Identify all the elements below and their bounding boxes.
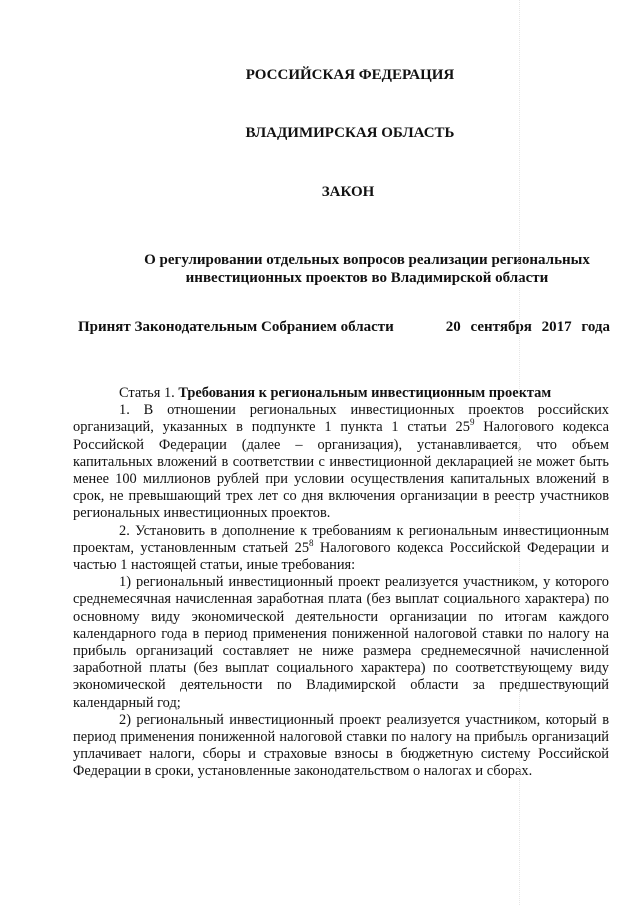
superscript-9: 9 xyxy=(469,417,475,428)
adoption-date: 20 сентября 2017 года xyxy=(445,319,610,335)
scan-artifact-line xyxy=(519,0,521,905)
article-1-heading xyxy=(73,385,609,402)
law-title: О регулировании отдельных вопросов реализации региональных инвестиционных проектов во Владимирской области xyxy=(144,252,590,286)
superscript-8: 8 xyxy=(309,537,314,548)
adoption-body: Принят Законодательным Собранием области xyxy=(78,319,394,335)
doc-type-heading: ЗАКОН xyxy=(321,184,375,200)
requirement-2: 2) региональный инвестиционный проект реализуется участником, который в период применения пониженной налоговой ставки по налогу на прибыль организаций уплачивает налоги, сборы и страховые взносы в бюджетную систему Российской Федерации в сроки, установленные законодательством о налогах и сборах. xyxy=(73,711,609,780)
article-1 xyxy=(73,385,609,781)
article-1-prefix: Статья 1. xyxy=(119,385,175,401)
region-heading: ВЛАДИМИРСКАЯ ОБЛАСТЬ xyxy=(245,125,455,141)
article-1-paragraph-2: 2. Установить в дополнение к требованиям к региональным инвестиционным проектам, установленным статьей $25^8$ Налогового кодекса Российской Федерации и частью 1 настоящей статьи, иные требования: xyxy=(73,522,609,574)
federation-heading: РОССИЙСКАЯ ФЕДЕРАЦИЯ xyxy=(245,67,455,83)
article-1-title: Требования к региональным инвестиционным проектам xyxy=(178,385,552,401)
requirement-1: 1) региональный инвестиционный проект реализуется участником, у которого среднемесячная начисленная заработная плата (без выплат социального характера) по основному виду экономической деятельности организации по итогам каждого календарного года в период применения пониженной налоговой ставки по налогу на прибыль организаций составляет не ниже размера среднемесячной начисленной заработной платы (без выплат социального характера) по соответствующему виду экономической деятельности по Владимирской области за предшествующий календарный год; xyxy=(73,574,609,711)
article-1-paragraph-1: 1. В отношении региональных инвестиционных проектов российских организаций, указанных в подпункте 1 пункта 1 статьи $25^9$ Налогового кодекса Российской Федерации (далее – организация), устанавливается, что объем капитальных вложений в соответствии с инвестиционной декларацией не может быть менее 100 миллионов рублей при условии осуществления капитальных вложений в срок, не превышающий трех лет со дня включения организации в реестр участников региональных инвестиционных проектов. xyxy=(73,402,609,522)
